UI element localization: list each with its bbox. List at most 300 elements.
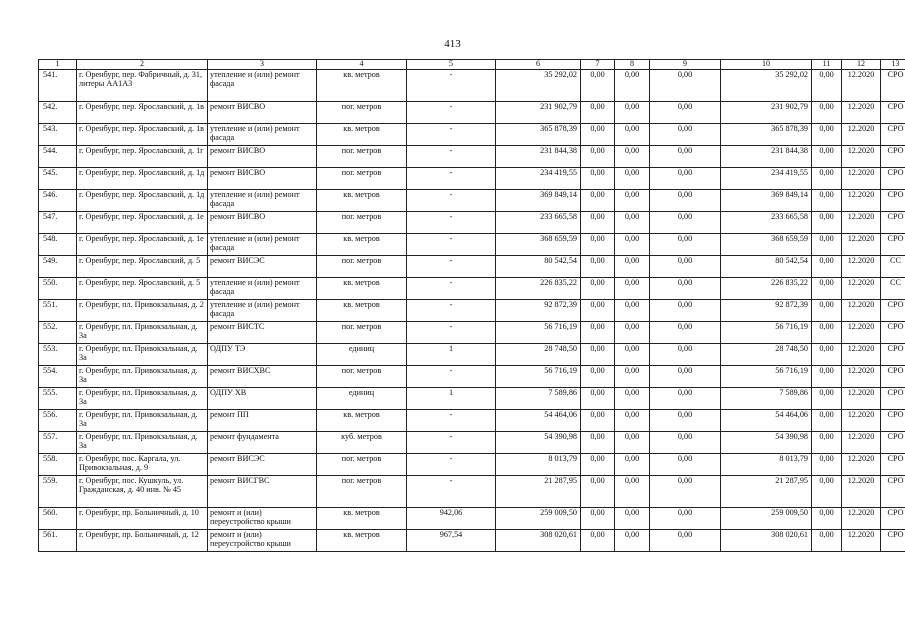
value-cell: 0,00 — [581, 300, 615, 322]
value-cell: 0,00 — [650, 146, 721, 168]
address-cell: г. Оренбург, пер. Ярославский, д. 5 — [77, 256, 208, 278]
work-type-cell: ремонт фундамента — [208, 432, 317, 454]
address-cell: г. Оренбург, пр. Больничный, д. 12 — [77, 530, 208, 552]
column-header: 12 — [842, 60, 881, 70]
value-cell: 0,00 — [812, 278, 842, 300]
table-row — [39, 530, 905, 552]
row-number: 542. — [39, 102, 77, 124]
value-cell: 0,00 — [650, 124, 721, 146]
unit-cell: кв. метров — [317, 300, 407, 322]
value-cell: 0,00 — [650, 300, 721, 322]
unit-cell: пог. метров — [317, 102, 407, 124]
value-cell: 0,00 — [650, 278, 721, 300]
quantity-cell: - — [407, 278, 496, 300]
funding-source-cell: СРО — [881, 212, 905, 234]
funding-source-cell: СРО — [881, 234, 905, 256]
value-cell: 0,00 — [581, 146, 615, 168]
address-cell: г. Оренбург, пл. Привокзальная, д. 3а — [77, 410, 208, 432]
value-cell: 0,00 — [615, 256, 650, 278]
value-cell: 0,00 — [812, 454, 842, 476]
deadline-cell: 12.2020 — [842, 366, 881, 388]
quantity-cell: - — [407, 70, 496, 102]
column-header: 1 — [39, 60, 77, 70]
cost-cell: 368 659,59 — [496, 234, 581, 256]
cost-cell: 231 902,79 — [496, 102, 581, 124]
quantity-cell: - — [407, 102, 496, 124]
row-number: 557. — [39, 432, 77, 454]
row-number: 558. — [39, 454, 77, 476]
value-cell: 0,00 — [615, 168, 650, 190]
unit-cell: кв. метров — [317, 410, 407, 432]
value-cell: 0,00 — [615, 234, 650, 256]
value-cell: 0,00 — [615, 508, 650, 530]
total-cost-cell: 56 716,19 — [721, 322, 812, 344]
value-cell: 0,00 — [615, 322, 650, 344]
total-cost-cell: 7 589,86 — [721, 388, 812, 410]
unit-cell: кв. метров — [317, 190, 407, 212]
funding-source-cell: СРО — [881, 454, 905, 476]
address-cell: г. Оренбург, пл. Привокзальная, д. 3а — [77, 322, 208, 344]
work-type-cell: утепление и (или) ремонт фасада — [208, 70, 317, 102]
value-cell: 0,00 — [650, 530, 721, 552]
address-cell: г. Оренбург, пер. Ярославский, д. 1д — [77, 190, 208, 212]
work-type-cell: ремонт ВИСЭС — [208, 256, 317, 278]
cost-cell: 54 464,06 — [496, 410, 581, 432]
value-cell: 0,00 — [615, 530, 650, 552]
value-cell: 0,00 — [812, 410, 842, 432]
cost-cell: 231 844,38 — [496, 146, 581, 168]
total-cost-cell: 369 849,14 — [721, 190, 812, 212]
cost-cell: 369 849,14 — [496, 190, 581, 212]
quantity-cell: - — [407, 212, 496, 234]
value-cell: 0,00 — [581, 102, 615, 124]
work-type-cell: ремонт ВИСВО — [208, 102, 317, 124]
address-cell: г. Оренбург, пр. Больничный, д. 10 — [77, 508, 208, 530]
address-cell: г. Оренбург, пер. Ярославский, д. 5 — [77, 278, 208, 300]
value-cell: 0,00 — [581, 476, 615, 508]
value-cell: 0,00 — [581, 168, 615, 190]
row-number: 553. — [39, 344, 77, 366]
unit-cell: кв. метров — [317, 124, 407, 146]
value-cell: 0,00 — [650, 454, 721, 476]
table-row — [39, 476, 905, 508]
cost-cell: 259 009,50 — [496, 508, 581, 530]
value-cell: 0,00 — [812, 168, 842, 190]
value-cell: 0,00 — [812, 344, 842, 366]
quantity-cell: 1 — [407, 344, 496, 366]
value-cell: 0,00 — [812, 300, 842, 322]
work-type-cell: утепление и (или) ремонт фасада — [208, 190, 317, 212]
deadline-cell: 12.2020 — [842, 256, 881, 278]
column-header: 3 — [208, 60, 317, 70]
value-cell: 0,00 — [581, 322, 615, 344]
work-type-cell: утепление и (или) ремонт фасада — [208, 234, 317, 256]
funding-source-cell: СРО — [881, 530, 905, 552]
value-cell: 0,00 — [615, 476, 650, 508]
table-row — [39, 124, 905, 146]
table-row — [39, 322, 905, 344]
quantity-cell: - — [407, 168, 496, 190]
funding-source-cell: СРО — [881, 388, 905, 410]
value-cell: 0,00 — [615, 454, 650, 476]
address-cell: г. Оренбург, пл. Привокзальная, д. 3а — [77, 388, 208, 410]
table-row — [39, 212, 905, 234]
deadline-cell: 12.2020 — [842, 432, 881, 454]
table-row — [39, 146, 905, 168]
unit-cell: пог. метров — [317, 168, 407, 190]
value-cell: 0,00 — [650, 508, 721, 530]
row-number: 554. — [39, 366, 77, 388]
total-cost-cell: 234 419,55 — [721, 168, 812, 190]
value-cell: 0,00 — [581, 256, 615, 278]
unit-cell: пог. метров — [317, 454, 407, 476]
deadline-cell: 12.2020 — [842, 70, 881, 102]
funding-source-cell: СРО — [881, 344, 905, 366]
unit-cell: пог. метров — [317, 212, 407, 234]
value-cell: 0,00 — [615, 388, 650, 410]
quantity-cell: - — [407, 366, 496, 388]
funding-source-cell: СРО — [881, 70, 905, 102]
total-cost-cell: 92 872,39 — [721, 300, 812, 322]
funding-source-cell: СРО — [881, 168, 905, 190]
row-number: 546. — [39, 190, 77, 212]
quantity-cell: - — [407, 454, 496, 476]
value-cell: 0,00 — [615, 70, 650, 102]
work-type-cell: ремонт ВИСХВС — [208, 366, 317, 388]
cost-cell: 56 716,19 — [496, 366, 581, 388]
total-cost-cell: 308 020,61 — [721, 530, 812, 552]
total-cost-cell: 259 009,50 — [721, 508, 812, 530]
deadline-cell: 12.2020 — [842, 476, 881, 508]
value-cell: 0,00 — [581, 124, 615, 146]
column-header: 11 — [812, 60, 842, 70]
table-row — [39, 300, 905, 322]
value-cell: 0,00 — [581, 212, 615, 234]
column-header: 9 — [650, 60, 721, 70]
cost-cell: 226 835,22 — [496, 278, 581, 300]
value-cell: 0,00 — [812, 322, 842, 344]
value-cell: 0,00 — [615, 432, 650, 454]
work-type-cell: ремонт и (или) переустройство крыши — [208, 530, 317, 552]
value-cell: 0,00 — [650, 476, 721, 508]
unit-cell: кв. метров — [317, 70, 407, 102]
work-type-cell: утепление и (или) ремонт фасада — [208, 278, 317, 300]
row-number: 555. — [39, 388, 77, 410]
column-header: 8 — [615, 60, 650, 70]
value-cell: 0,00 — [812, 234, 842, 256]
value-cell: 0,00 — [581, 410, 615, 432]
total-cost-cell: 80 542,54 — [721, 256, 812, 278]
column-header: 7 — [581, 60, 615, 70]
table-row — [39, 366, 905, 388]
work-type-cell: утепление и (или) ремонт фасада — [208, 300, 317, 322]
funding-source-cell: СРО — [881, 146, 905, 168]
value-cell: 0,00 — [581, 344, 615, 366]
unit-cell: пог. метров — [317, 322, 407, 344]
total-cost-cell: 365 878,39 — [721, 124, 812, 146]
cost-cell: 28 748,50 — [496, 344, 581, 366]
row-number: 541. — [39, 70, 77, 102]
quantity-cell: - — [407, 256, 496, 278]
value-cell: 0,00 — [615, 190, 650, 212]
unit-cell: пог. метров — [317, 476, 407, 508]
value-cell: 0,00 — [812, 146, 842, 168]
value-cell: 0,00 — [581, 530, 615, 552]
deadline-cell: 12.2020 — [842, 146, 881, 168]
value-cell: 0,00 — [581, 366, 615, 388]
value-cell: 0,00 — [650, 322, 721, 344]
table-row — [39, 234, 905, 256]
work-type-cell: ремонт ВИСВО — [208, 168, 317, 190]
address-cell: г. Оренбург, пл. Привокзальная, д. 3а — [77, 366, 208, 388]
deadline-cell: 12.2020 — [842, 300, 881, 322]
value-cell: 0,00 — [650, 366, 721, 388]
deadline-cell: 12.2020 — [842, 190, 881, 212]
table-row — [39, 102, 905, 124]
value-cell: 0,00 — [615, 102, 650, 124]
funding-source-cell: СРО — [881, 322, 905, 344]
row-number: 559. — [39, 476, 77, 508]
value-cell: 0,00 — [812, 432, 842, 454]
value-cell: 0,00 — [581, 234, 615, 256]
table-row — [39, 508, 905, 530]
row-number: 543. — [39, 124, 77, 146]
value-cell: 0,00 — [581, 508, 615, 530]
cost-cell: 54 390,98 — [496, 432, 581, 454]
deadline-cell: 12.2020 — [842, 102, 881, 124]
value-cell: 0,00 — [581, 454, 615, 476]
total-cost-cell: 54 390,98 — [721, 432, 812, 454]
total-cost-cell: 233 665,58 — [721, 212, 812, 234]
deadline-cell: 12.2020 — [842, 168, 881, 190]
row-number: 552. — [39, 322, 77, 344]
funding-source-cell: СРО — [881, 508, 905, 530]
address-cell: г. Оренбург, пер. Ярославский, д. 1в — [77, 124, 208, 146]
value-cell: 0,00 — [812, 190, 842, 212]
total-cost-cell: 8 013,79 — [721, 454, 812, 476]
value-cell: 0,00 — [581, 70, 615, 102]
table-row — [39, 410, 905, 432]
column-header: 4 — [317, 60, 407, 70]
quantity-cell: 967,54 — [407, 530, 496, 552]
work-type-cell: ОДПУ ТЭ — [208, 344, 317, 366]
work-type-cell: утепление и (или) ремонт фасада — [208, 124, 317, 146]
cost-cell: 21 287,95 — [496, 476, 581, 508]
value-cell: 0,00 — [615, 410, 650, 432]
value-cell: 0,00 — [650, 432, 721, 454]
row-number: 561. — [39, 530, 77, 552]
value-cell: 0,00 — [581, 388, 615, 410]
value-cell: 0,00 — [615, 212, 650, 234]
unit-cell: кв. метров — [317, 508, 407, 530]
quantity-cell: - — [407, 146, 496, 168]
work-type-cell: ремонт ВИСГВС — [208, 476, 317, 508]
address-cell: г. Оренбург, пл. Привокзальная, д. 3а — [77, 344, 208, 366]
table-row — [39, 70, 905, 102]
value-cell: 0,00 — [615, 366, 650, 388]
row-number: 544. — [39, 146, 77, 168]
value-cell: 0,00 — [650, 102, 721, 124]
address-cell: г. Оренбург, пер. Ярославский, д. 1е — [77, 234, 208, 256]
row-number: 548. — [39, 234, 77, 256]
address-cell: г. Оренбург, пер. Ярославский, д. 1г — [77, 146, 208, 168]
funding-source-cell: СРО — [881, 476, 905, 508]
column-header: 2 — [77, 60, 208, 70]
value-cell: 0,00 — [650, 212, 721, 234]
value-cell: 0,00 — [812, 212, 842, 234]
deadline-cell: 12.2020 — [842, 212, 881, 234]
table-row — [39, 388, 905, 410]
funding-source-cell: СРО — [881, 410, 905, 432]
table-row — [39, 190, 905, 212]
address-cell: г. Оренбург, пер. Ярославский, д. 1д — [77, 168, 208, 190]
work-type-cell: ОДПУ ХВ — [208, 388, 317, 410]
total-cost-cell: 231 902,79 — [721, 102, 812, 124]
address-cell: г. Оренбург, пер. Ярославский, д. 1в — [77, 102, 208, 124]
value-cell: 0,00 — [812, 508, 842, 530]
total-cost-cell: 226 835,22 — [721, 278, 812, 300]
quantity-cell: - — [407, 190, 496, 212]
deadline-cell: 12.2020 — [842, 234, 881, 256]
header-row — [39, 60, 905, 70]
works-table — [38, 59, 905, 552]
cost-cell: 35 292,02 — [496, 70, 581, 102]
work-type-cell: ремонт ВИСВО — [208, 146, 317, 168]
cost-cell: 80 542,54 — [496, 256, 581, 278]
deadline-cell: 12.2020 — [842, 322, 881, 344]
column-header: 13 — [881, 60, 905, 70]
cost-cell: 308 020,61 — [496, 530, 581, 552]
value-cell: 0,00 — [812, 256, 842, 278]
unit-cell: куб. метров — [317, 432, 407, 454]
table-row — [39, 168, 905, 190]
value-cell: 0,00 — [812, 388, 842, 410]
total-cost-cell: 368 659,59 — [721, 234, 812, 256]
cost-cell: 92 872,39 — [496, 300, 581, 322]
deadline-cell: 12.2020 — [842, 278, 881, 300]
deadline-cell: 12.2020 — [842, 410, 881, 432]
funding-source-cell: СРО — [881, 366, 905, 388]
value-cell: 0,00 — [650, 190, 721, 212]
row-number: 550. — [39, 278, 77, 300]
deadline-cell: 12.2020 — [842, 388, 881, 410]
value-cell: 0,00 — [615, 278, 650, 300]
quantity-cell: - — [407, 322, 496, 344]
cost-cell: 233 665,58 — [496, 212, 581, 234]
value-cell: 0,00 — [615, 300, 650, 322]
quantity-cell: - — [407, 300, 496, 322]
work-type-cell: ремонт и (или) переустройство крыши — [208, 508, 317, 530]
unit-cell: пог. метров — [317, 366, 407, 388]
unit-cell: пог. метров — [317, 146, 407, 168]
unit-cell: кв. метров — [317, 278, 407, 300]
row-number: 551. — [39, 300, 77, 322]
total-cost-cell: 35 292,02 — [721, 70, 812, 102]
value-cell: 0,00 — [615, 146, 650, 168]
work-type-cell: ремонт ПП — [208, 410, 317, 432]
total-cost-cell: 54 464,06 — [721, 410, 812, 432]
funding-source-cell: СС — [881, 256, 905, 278]
table-row — [39, 454, 905, 476]
funding-source-cell: СРО — [881, 432, 905, 454]
value-cell: 0,00 — [650, 234, 721, 256]
table-row — [39, 278, 905, 300]
unit-cell: кв. метров — [317, 234, 407, 256]
funding-source-cell: СРО — [881, 190, 905, 212]
address-cell: г. Оренбург, пер. Ярославский, д. 1е — [77, 212, 208, 234]
table-row — [39, 432, 905, 454]
deadline-cell: 12.2020 — [842, 508, 881, 530]
column-header: 5 — [407, 60, 496, 70]
page-number: 413 — [444, 38, 461, 50]
total-cost-cell: 56 716,19 — [721, 366, 812, 388]
table-row — [39, 344, 905, 366]
address-cell: г. Оренбург, пер. Фабричный, д. 31, литеры АА1А3 — [77, 70, 208, 102]
value-cell: 0,00 — [812, 366, 842, 388]
value-cell: 0,00 — [650, 70, 721, 102]
value-cell: 0,00 — [812, 124, 842, 146]
address-cell: г. Оренбург, пос. Кушкуль, ул. Гражданская, д. 40 инв. № 45 — [77, 476, 208, 508]
table-body — [39, 70, 905, 552]
quantity-cell: 1 — [407, 388, 496, 410]
address-cell: г. Оренбург, пл. Привокзальная, д. 2 — [77, 300, 208, 322]
quantity-cell: 942,06 — [407, 508, 496, 530]
cost-cell: 7 589,86 — [496, 388, 581, 410]
value-cell: 0,00 — [615, 344, 650, 366]
value-cell: 0,00 — [581, 432, 615, 454]
value-cell: 0,00 — [650, 168, 721, 190]
unit-cell: единиц — [317, 388, 407, 410]
value-cell: 0,00 — [812, 530, 842, 552]
quantity-cell: - — [407, 124, 496, 146]
table-row — [39, 256, 905, 278]
quantity-cell: - — [407, 432, 496, 454]
value-cell: 0,00 — [581, 190, 615, 212]
row-number: 547. — [39, 212, 77, 234]
total-cost-cell: 231 844,38 — [721, 146, 812, 168]
column-header: 6 — [496, 60, 581, 70]
value-cell: 0,00 — [615, 124, 650, 146]
unit-cell: пог. метров — [317, 256, 407, 278]
funding-source-cell: СС — [881, 278, 905, 300]
quantity-cell: - — [407, 410, 496, 432]
funding-source-cell: СРО — [881, 124, 905, 146]
funding-source-cell: СРО — [881, 102, 905, 124]
work-type-cell: ремонт ВИСЭС — [208, 454, 317, 476]
value-cell: 0,00 — [812, 70, 842, 102]
total-cost-cell: 21 287,95 — [721, 476, 812, 508]
cost-cell: 234 419,55 — [496, 168, 581, 190]
deadline-cell: 12.2020 — [842, 530, 881, 552]
unit-cell: кв. метров — [317, 530, 407, 552]
work-type-cell: ремонт ВИСТС — [208, 322, 317, 344]
cost-cell: 365 878,39 — [496, 124, 581, 146]
value-cell: 0,00 — [650, 256, 721, 278]
unit-cell: единиц — [317, 344, 407, 366]
address-cell: г. Оренбург, пос. Каргала, ул. Привокзальная, д. 9 — [77, 454, 208, 476]
quantity-cell: - — [407, 234, 496, 256]
value-cell: 0,00 — [581, 278, 615, 300]
column-header: 10 — [721, 60, 812, 70]
value-cell: 0,00 — [650, 388, 721, 410]
row-number: 549. — [39, 256, 77, 278]
row-number: 556. — [39, 410, 77, 432]
value-cell: 0,00 — [812, 476, 842, 508]
value-cell: 0,00 — [812, 102, 842, 124]
deadline-cell: 12.2020 — [842, 454, 881, 476]
value-cell: 0,00 — [650, 410, 721, 432]
funding-source-cell: СРО — [881, 300, 905, 322]
